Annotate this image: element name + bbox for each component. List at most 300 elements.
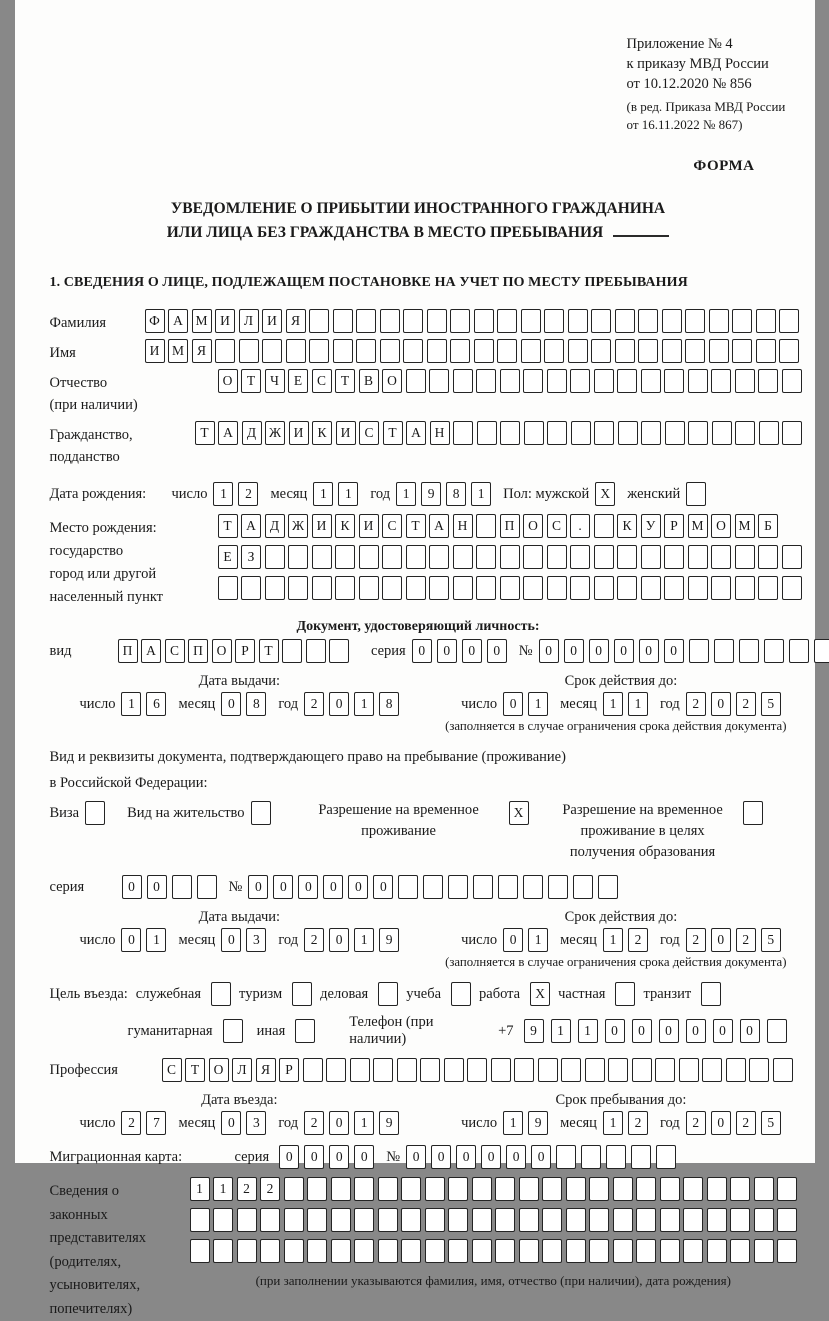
char-cell[interactable] (190, 1239, 210, 1263)
char-cell[interactable]: 0 (406, 1145, 426, 1169)
char-cell[interactable] (656, 1145, 676, 1169)
char-cell[interactable]: М (192, 309, 212, 333)
char-cell[interactable] (726, 1058, 746, 1082)
purpose-work-checkbox[interactable]: X (530, 982, 550, 1006)
char-cell[interactable]: 1 (603, 692, 623, 716)
char-cell[interactable] (401, 1239, 421, 1263)
char-cell[interactable] (260, 1239, 280, 1263)
char-cell[interactable] (662, 309, 682, 333)
char-cell[interactable]: 0 (298, 875, 318, 899)
char-cell[interactable]: 0 (221, 928, 241, 952)
male-checkbox[interactable]: X (595, 482, 615, 506)
char-cell[interactable]: 0 (711, 928, 731, 952)
char-cell[interactable] (309, 339, 329, 363)
char-cell[interactable] (739, 639, 759, 663)
char-cell[interactable]: Т (241, 369, 261, 393)
char-cell[interactable]: 9 (524, 1019, 544, 1043)
char-cell[interactable]: Е (218, 545, 238, 569)
char-cell[interactable]: А (406, 421, 426, 445)
char-cell[interactable]: 0 (373, 875, 393, 899)
char-cell[interactable] (429, 576, 449, 600)
char-cell[interactable] (403, 309, 423, 333)
char-cell[interactable] (477, 421, 497, 445)
char-cell[interactable] (561, 1058, 581, 1082)
char-cell[interactable]: Т (383, 421, 403, 445)
char-cell[interactable]: 0 (503, 928, 523, 952)
char-cell[interactable]: И (262, 309, 282, 333)
char-cell[interactable]: 2 (628, 1111, 648, 1135)
char-cell[interactable] (594, 421, 614, 445)
char-cell[interactable] (641, 576, 661, 600)
char-cell[interactable] (566, 1239, 586, 1263)
char-cell[interactable] (172, 875, 192, 899)
char-cell[interactable]: 2 (686, 1111, 706, 1135)
char-cell[interactable] (495, 1239, 515, 1263)
char-cell[interactable] (591, 339, 611, 363)
char-cell[interactable] (331, 1239, 351, 1263)
char-cell[interactable] (519, 1239, 539, 1263)
char-cell[interactable]: 0 (686, 1019, 706, 1043)
char-cell[interactable] (444, 1058, 464, 1082)
residence-number-boxes[interactable] (248, 875, 618, 899)
char-cell[interactable] (401, 1177, 421, 1201)
identity-issue-month[interactable] (221, 692, 266, 716)
char-cell[interactable] (568, 309, 588, 333)
birth-place-row1[interactable] (218, 514, 802, 538)
char-cell[interactable] (547, 421, 567, 445)
char-cell[interactable] (777, 1177, 797, 1201)
char-cell[interactable] (467, 1058, 487, 1082)
char-cell[interactable]: 2 (736, 1111, 756, 1135)
char-cell[interactable] (688, 545, 708, 569)
char-cell[interactable] (664, 576, 684, 600)
char-cell[interactable] (613, 1239, 633, 1263)
char-cell[interactable]: 0 (740, 1019, 760, 1043)
char-cell[interactable] (542, 1177, 562, 1201)
char-cell[interactable] (615, 339, 635, 363)
char-cell[interactable]: О (523, 514, 543, 538)
char-cell[interactable]: 3 (246, 928, 266, 952)
char-cell[interactable] (497, 309, 517, 333)
char-cell[interactable] (521, 309, 541, 333)
char-cell[interactable] (286, 339, 306, 363)
char-cell[interactable] (712, 421, 732, 445)
char-cell[interactable] (685, 309, 705, 333)
char-cell[interactable]: Л (232, 1058, 252, 1082)
identity-issue-year[interactable] (304, 692, 399, 716)
char-cell[interactable]: П (188, 639, 208, 663)
char-cell[interactable] (448, 1208, 468, 1232)
char-cell[interactable]: 1 (471, 482, 491, 506)
char-cell[interactable]: И (215, 309, 235, 333)
char-cell[interactable]: 2 (238, 482, 258, 506)
char-cell[interactable] (594, 514, 614, 538)
char-cell[interactable] (331, 1177, 351, 1201)
char-cell[interactable] (382, 576, 402, 600)
char-cell[interactable] (312, 545, 332, 569)
char-cell[interactable] (519, 1208, 539, 1232)
char-cell[interactable] (524, 421, 544, 445)
char-cell[interactable]: Ж (288, 514, 308, 538)
char-cell[interactable] (617, 545, 637, 569)
char-cell[interactable]: 0 (273, 875, 293, 899)
char-cell[interactable] (617, 369, 637, 393)
char-cell[interactable] (638, 309, 658, 333)
char-cell[interactable] (759, 421, 779, 445)
visa-checkbox[interactable] (85, 801, 105, 825)
identity-issue-day[interactable] (121, 692, 166, 716)
char-cell[interactable] (288, 545, 308, 569)
citizenship-boxes[interactable] (195, 421, 803, 445)
char-cell[interactable] (735, 576, 755, 600)
char-cell[interactable] (282, 639, 302, 663)
char-cell[interactable]: 6 (146, 692, 166, 716)
char-cell[interactable]: 9 (379, 928, 399, 952)
char-cell[interactable]: М (688, 514, 708, 538)
char-cell[interactable]: И (145, 339, 165, 363)
char-cell[interactable]: 0 (329, 1145, 349, 1169)
char-cell[interactable]: 2 (304, 928, 324, 952)
phone-boxes[interactable] (522, 1019, 787, 1043)
char-cell[interactable] (570, 369, 590, 393)
char-cell[interactable]: 0 (632, 1019, 652, 1043)
char-cell[interactable] (359, 545, 379, 569)
char-cell[interactable]: 0 (348, 875, 368, 899)
char-cell[interactable] (284, 1239, 304, 1263)
char-cell[interactable] (213, 1239, 233, 1263)
char-cell[interactable]: Р (664, 514, 684, 538)
char-cell[interactable]: М (168, 339, 188, 363)
char-cell[interactable] (660, 1208, 680, 1232)
char-cell[interactable] (573, 875, 593, 899)
char-cell[interactable]: К (617, 514, 637, 538)
char-cell[interactable]: И (336, 421, 356, 445)
temp-residence-checkbox[interactable]: X (509, 801, 529, 825)
char-cell[interactable] (425, 1208, 445, 1232)
char-cell[interactable] (730, 1239, 750, 1263)
patronymic-boxes[interactable] (218, 369, 802, 393)
char-cell[interactable] (777, 1208, 797, 1232)
char-cell[interactable]: 0 (437, 639, 457, 663)
char-cell[interactable] (636, 1239, 656, 1263)
char-cell[interactable] (636, 1208, 656, 1232)
char-cell[interactable]: 1 (190, 1177, 210, 1201)
char-cell[interactable] (662, 339, 682, 363)
char-cell[interactable] (542, 1239, 562, 1263)
char-cell[interactable]: 1 (528, 692, 548, 716)
char-cell[interactable]: 9 (421, 482, 441, 506)
char-cell[interactable] (500, 576, 520, 600)
char-cell[interactable]: 5 (761, 928, 781, 952)
char-cell[interactable]: 0 (659, 1019, 679, 1043)
char-cell[interactable] (356, 339, 376, 363)
char-cell[interactable] (613, 1208, 633, 1232)
char-cell[interactable] (730, 1177, 750, 1201)
char-cell[interactable]: 1 (354, 1111, 374, 1135)
char-cell[interactable] (641, 421, 661, 445)
char-cell[interactable] (711, 545, 731, 569)
char-cell[interactable] (398, 875, 418, 899)
char-cell[interactable] (335, 576, 355, 600)
char-cell[interactable]: 3 (246, 1111, 266, 1135)
char-cell[interactable] (401, 1208, 421, 1232)
char-cell[interactable] (547, 545, 567, 569)
char-cell[interactable]: 0 (279, 1145, 299, 1169)
char-cell[interactable]: 1 (313, 482, 333, 506)
char-cell[interactable]: 9 (528, 1111, 548, 1135)
char-cell[interactable] (284, 1208, 304, 1232)
char-cell[interactable]: 1 (578, 1019, 598, 1043)
char-cell[interactable]: И (312, 514, 332, 538)
char-cell[interactable] (594, 369, 614, 393)
char-cell[interactable]: К (335, 514, 355, 538)
char-cell[interactable]: 1 (396, 482, 416, 506)
char-cell[interactable] (354, 1239, 374, 1263)
char-cell[interactable] (523, 875, 543, 899)
char-cell[interactable] (709, 309, 729, 333)
char-cell[interactable] (544, 339, 564, 363)
legal-reps-row2[interactable] (190, 1208, 798, 1232)
char-cell[interactable] (585, 1058, 605, 1082)
char-cell[interactable] (714, 639, 734, 663)
entry-month[interactable] (221, 1111, 266, 1135)
char-cell[interactable] (665, 421, 685, 445)
char-cell[interactable] (589, 1177, 609, 1201)
char-cell[interactable] (237, 1239, 257, 1263)
char-cell[interactable]: 0 (487, 639, 507, 663)
identity-valid-year[interactable] (686, 692, 781, 716)
char-cell[interactable]: Д (265, 514, 285, 538)
surname-boxes[interactable] (145, 309, 800, 333)
char-cell[interactable] (688, 369, 708, 393)
char-cell[interactable]: Т (335, 369, 355, 393)
char-cell[interactable] (359, 576, 379, 600)
char-cell[interactable] (427, 309, 447, 333)
char-cell[interactable]: 1 (354, 928, 374, 952)
char-cell[interactable]: 0 (329, 928, 349, 952)
char-cell[interactable]: 0 (462, 639, 482, 663)
char-cell[interactable]: 2 (304, 692, 324, 716)
char-cell[interactable]: 0 (329, 1111, 349, 1135)
temp-residence-edu-checkbox[interactable] (743, 801, 763, 825)
char-cell[interactable] (378, 1208, 398, 1232)
char-cell[interactable] (660, 1177, 680, 1201)
char-cell[interactable]: 0 (354, 1145, 374, 1169)
char-cell[interactable] (773, 1058, 793, 1082)
char-cell[interactable] (476, 514, 496, 538)
char-cell[interactable] (378, 1177, 398, 1201)
char-cell[interactable] (406, 369, 426, 393)
char-cell[interactable]: Н (453, 514, 473, 538)
char-cell[interactable] (472, 1177, 492, 1201)
char-cell[interactable] (782, 545, 802, 569)
char-cell[interactable] (664, 545, 684, 569)
char-cell[interactable] (495, 1208, 515, 1232)
char-cell[interactable] (758, 576, 778, 600)
char-cell[interactable] (476, 545, 496, 569)
birth-place-row2[interactable] (218, 545, 802, 569)
char-cell[interactable]: Д (242, 421, 262, 445)
char-cell[interactable]: П (118, 639, 138, 663)
char-cell[interactable]: Л (239, 309, 259, 333)
char-cell[interactable]: Т (218, 514, 238, 538)
doc-number-boxes[interactable] (539, 639, 829, 663)
char-cell[interactable]: 0 (564, 639, 584, 663)
char-cell[interactable] (356, 309, 376, 333)
char-cell[interactable]: 2 (686, 692, 706, 716)
char-cell[interactable] (779, 339, 799, 363)
purpose-tourism-checkbox[interactable] (292, 982, 312, 1006)
char-cell[interactable] (568, 339, 588, 363)
char-cell[interactable] (544, 309, 564, 333)
residence-series-boxes[interactable] (122, 875, 217, 899)
char-cell[interactable] (688, 576, 708, 600)
char-cell[interactable] (213, 1208, 233, 1232)
char-cell[interactable] (594, 545, 614, 569)
char-cell[interactable]: 8 (379, 692, 399, 716)
char-cell[interactable] (306, 639, 326, 663)
char-cell[interactable] (519, 1177, 539, 1201)
char-cell[interactable]: 2 (121, 1111, 141, 1135)
char-cell[interactable]: Р (279, 1058, 299, 1082)
char-cell[interactable]: . (570, 514, 590, 538)
char-cell[interactable] (262, 339, 282, 363)
char-cell[interactable] (453, 545, 473, 569)
purpose-study-checkbox[interactable] (451, 982, 471, 1006)
char-cell[interactable] (589, 1239, 609, 1263)
char-cell[interactable]: 0 (481, 1145, 501, 1169)
char-cell[interactable] (500, 369, 520, 393)
char-cell[interactable] (538, 1058, 558, 1082)
identity-valid-month[interactable] (603, 692, 648, 716)
given-name-boxes[interactable] (145, 339, 800, 363)
char-cell[interactable]: 0 (121, 928, 141, 952)
char-cell[interactable] (547, 369, 567, 393)
char-cell[interactable]: 8 (246, 692, 266, 716)
char-cell[interactable]: Я (286, 309, 306, 333)
char-cell[interactable]: Т (259, 639, 279, 663)
char-cell[interactable] (655, 1058, 675, 1082)
char-cell[interactable] (709, 339, 729, 363)
char-cell[interactable] (636, 1177, 656, 1201)
char-cell[interactable] (514, 1058, 534, 1082)
char-cell[interactable] (241, 576, 261, 600)
char-cell[interactable]: 1 (146, 928, 166, 952)
char-cell[interactable]: Т (406, 514, 426, 538)
char-cell[interactable] (683, 1177, 703, 1201)
char-cell[interactable] (523, 545, 543, 569)
purpose-business-checkbox[interactable] (378, 982, 398, 1006)
char-cell[interactable] (329, 639, 349, 663)
char-cell[interactable]: С (382, 514, 402, 538)
char-cell[interactable] (732, 339, 752, 363)
char-cell[interactable] (448, 1177, 468, 1201)
identity-valid-day[interactable] (503, 692, 548, 716)
char-cell[interactable]: 0 (329, 692, 349, 716)
char-cell[interactable] (782, 369, 802, 393)
char-cell[interactable] (354, 1208, 374, 1232)
char-cell[interactable] (754, 1177, 774, 1201)
char-cell[interactable] (615, 309, 635, 333)
birth-place-row3[interactable] (218, 576, 802, 600)
char-cell[interactable]: 2 (304, 1111, 324, 1135)
char-cell[interactable] (689, 639, 709, 663)
char-cell[interactable] (476, 576, 496, 600)
char-cell[interactable] (547, 576, 567, 600)
char-cell[interactable]: 1 (603, 928, 623, 952)
char-cell[interactable]: 0 (323, 875, 343, 899)
char-cell[interactable]: М (735, 514, 755, 538)
char-cell[interactable] (570, 576, 590, 600)
purpose-official-checkbox[interactable] (211, 982, 231, 1006)
char-cell[interactable]: 2 (736, 928, 756, 952)
char-cell[interactable] (589, 1208, 609, 1232)
char-cell[interactable] (354, 1177, 374, 1201)
char-cell[interactable]: 2 (237, 1177, 257, 1201)
char-cell[interactable] (350, 1058, 370, 1082)
char-cell[interactable]: А (218, 421, 238, 445)
char-cell[interactable]: О (382, 369, 402, 393)
char-cell[interactable] (581, 1145, 601, 1169)
char-cell[interactable] (758, 545, 778, 569)
char-cell[interactable] (613, 1177, 633, 1201)
birth-month-boxes[interactable] (313, 482, 358, 506)
residence-valid-day[interactable] (503, 928, 548, 952)
char-cell[interactable] (591, 309, 611, 333)
char-cell[interactable] (448, 1239, 468, 1263)
char-cell[interactable]: С (162, 1058, 182, 1082)
char-cell[interactable] (594, 576, 614, 600)
char-cell[interactable]: 0 (248, 875, 268, 899)
char-cell[interactable] (711, 369, 731, 393)
char-cell[interactable] (265, 545, 285, 569)
char-cell[interactable]: 1 (603, 1111, 623, 1135)
char-cell[interactable] (450, 339, 470, 363)
char-cell[interactable] (754, 1239, 774, 1263)
char-cell[interactable]: А (141, 639, 161, 663)
char-cell[interactable]: А (429, 514, 449, 538)
char-cell[interactable]: 1 (213, 482, 233, 506)
migration-number-boxes[interactable] (406, 1145, 676, 1169)
char-cell[interactable] (288, 576, 308, 600)
char-cell[interactable] (767, 1019, 787, 1043)
char-cell[interactable]: 0 (614, 639, 634, 663)
char-cell[interactable] (571, 421, 591, 445)
residence-valid-month[interactable] (603, 928, 648, 952)
char-cell[interactable]: 0 (304, 1145, 324, 1169)
char-cell[interactable]: С (359, 421, 379, 445)
char-cell[interactable]: 7 (146, 1111, 166, 1135)
char-cell[interactable] (498, 875, 518, 899)
legal-reps-row3[interactable] (190, 1239, 798, 1263)
char-cell[interactable] (608, 1058, 628, 1082)
char-cell[interactable] (641, 545, 661, 569)
char-cell[interactable] (331, 1208, 351, 1232)
char-cell[interactable] (749, 1058, 769, 1082)
char-cell[interactable]: Т (195, 421, 215, 445)
char-cell[interactable]: 0 (147, 875, 167, 899)
char-cell[interactable] (378, 1239, 398, 1263)
char-cell[interactable]: 1 (354, 692, 374, 716)
char-cell[interactable]: 0 (713, 1019, 733, 1043)
char-cell[interactable] (683, 1208, 703, 1232)
char-cell[interactable]: 0 (589, 639, 609, 663)
char-cell[interactable] (215, 339, 235, 363)
char-cell[interactable] (556, 1145, 576, 1169)
char-cell[interactable]: 8 (446, 482, 466, 506)
stay-day[interactable] (503, 1111, 548, 1135)
char-cell[interactable] (260, 1208, 280, 1232)
